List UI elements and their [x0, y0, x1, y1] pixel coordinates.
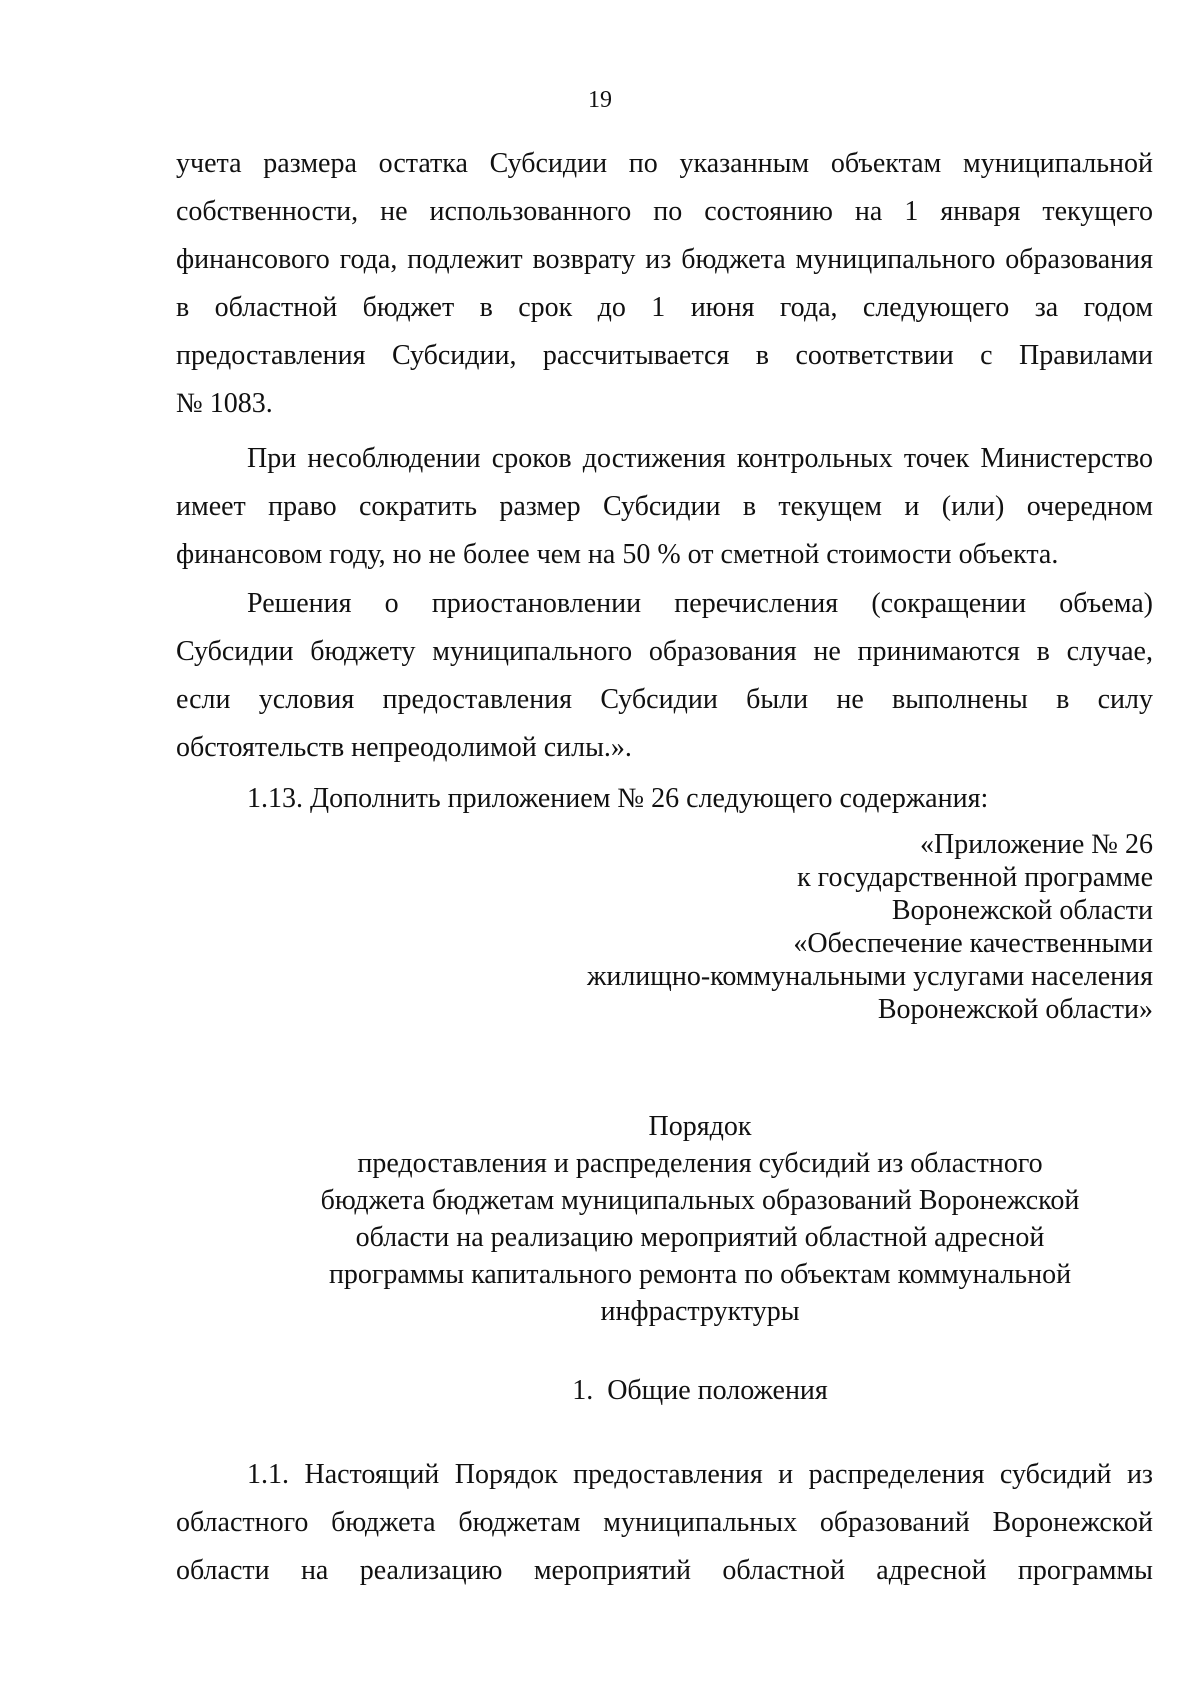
paragraph-subsidy-remainder: [176, 140, 1153, 428]
text-line: обстоятельств непреодолимой силы.».: [176, 732, 632, 763]
appendix-line: Воронежской области»: [877, 994, 1153, 1025]
text-line: если условия предоставления Субсидии были не выполнены в силу: [176, 684, 1153, 715]
appendix-line: жилищно-коммунальными услугами населения: [586, 961, 1153, 992]
appendix-line: к государственной программе: [797, 862, 1153, 893]
text-line: финансовом году, но не более чем на 50 % от сметной стоимости объекта.: [176, 539, 1059, 570]
title-line: инфраструктуры: [600, 1296, 800, 1327]
title-line: области на реализацию мероприятий областной адресной: [355, 1222, 1045, 1253]
appendix-heading: [453, 828, 1153, 1026]
section-heading: 1. Общие положения: [572, 1375, 828, 1406]
text-line: учета размера остатка Субсидии по указанным объектам муниципальной: [176, 148, 1153, 179]
title-line: бюджета бюджетам муниципальных образований Воронежской: [320, 1185, 1080, 1216]
appendix-line: «Приложение № 26: [920, 829, 1153, 860]
appendix-line: «Обеспечение качественными: [793, 928, 1153, 959]
text-line: При несоблюдении сроков достижения контрольных точек Министерство: [247, 443, 1153, 474]
text-line: финансового года, подлежит возврату из бюджета муниципального образования: [176, 244, 1153, 275]
text-line: областного бюджета бюджетам муниципальных образований Воронежской: [176, 1507, 1153, 1538]
text-line: области на реализацию мероприятий областной адресной программы: [176, 1555, 1153, 1586]
text-line: в областной бюджет в срок до 1 июня года, следующего за годом: [176, 292, 1153, 323]
text-line: имеет право сократить размер Субсидии в текущем и (или) очередном: [176, 491, 1153, 522]
text-line: № 1083.: [176, 388, 273, 419]
document-title: [280, 1108, 1120, 1330]
paragraph-amendment-1-13: [176, 775, 1153, 823]
title-line: предоставления и распределения субсидий из областного: [357, 1148, 1043, 1179]
appendix-line: Воронежской области: [891, 895, 1153, 926]
text-line: Субсидии бюджету муниципального образования не принимаются в случае,: [176, 636, 1153, 667]
text-line: собственности, не использованного по состоянию на 1 января текущего: [176, 196, 1153, 227]
text-line: 1.13. Дополнить приложением № 26 следующего содержания:: [247, 783, 989, 814]
title-line: программы капитального ремонта по объектам коммунальной: [328, 1259, 1072, 1290]
paragraph-suspension-decisions: [176, 580, 1153, 772]
page-number: 19: [588, 87, 612, 113]
text-line: 1.1. Настоящий Порядок предоставления и распределения субсидий из: [247, 1459, 1153, 1490]
text-line: Решения о приостановлении перечисления (сокращении объема): [247, 588, 1153, 619]
paragraph-1-1: [176, 1451, 1153, 1595]
title-line: Порядок: [648, 1111, 752, 1142]
text-line: предоставления Субсидии, рассчитывается в соответствии с Правилами: [176, 340, 1153, 371]
paragraph-deadline-violation: [176, 435, 1153, 579]
